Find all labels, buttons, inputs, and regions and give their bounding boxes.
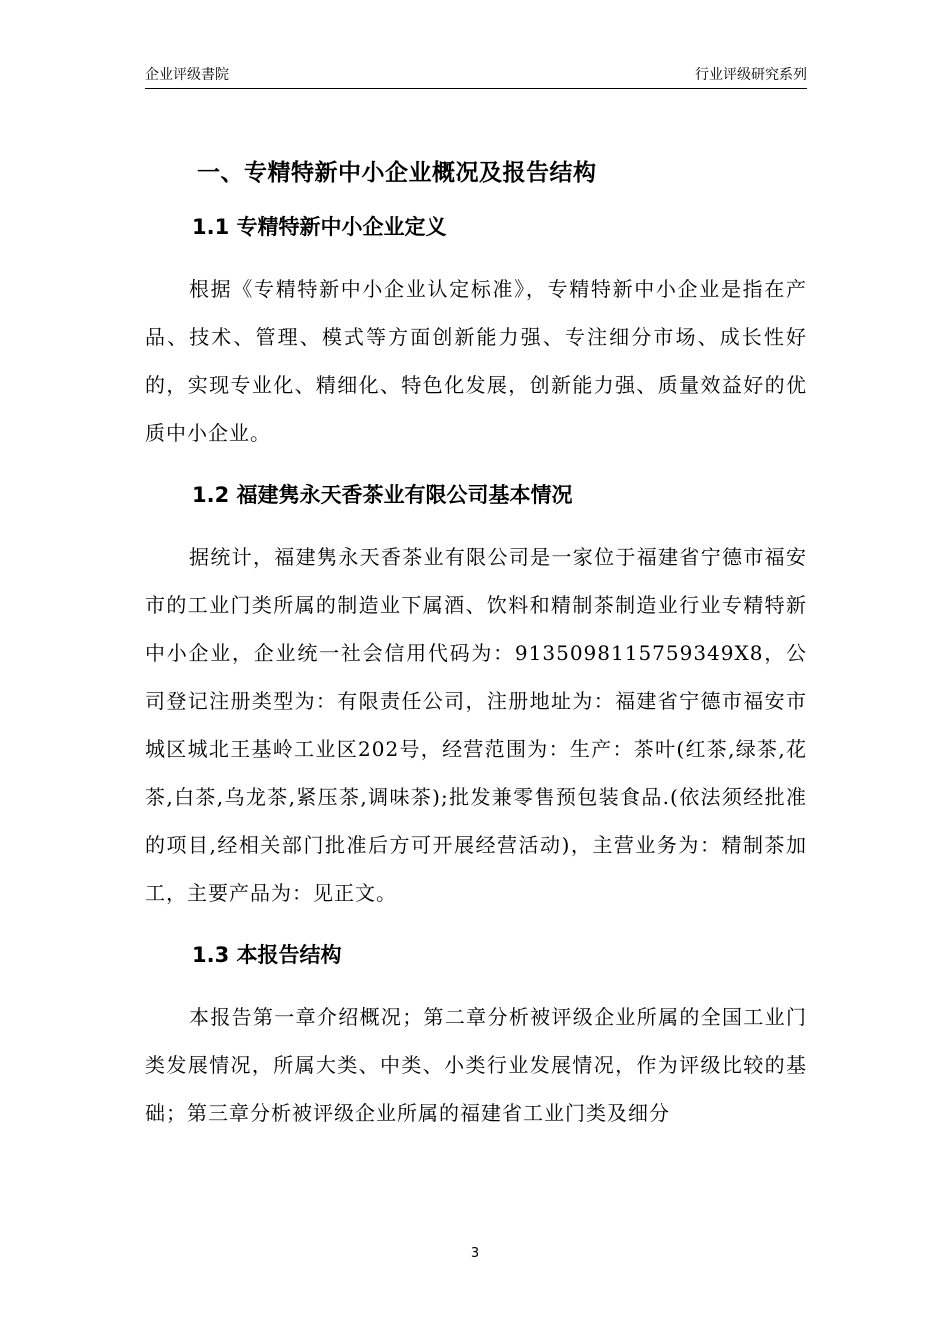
page-number: 3	[470, 1246, 480, 1261]
header-left-text: 企业评级書院	[145, 67, 229, 83]
chapter-title: 一、专精特新中小企业概况及报告结构	[197, 160, 597, 186]
section-body-1-3: 本报告第一章介绍概况；第二章分析被评级企业所属的全国工业门类发展情况，所属大类、中类、小类行业发展情况，作为评级比较的基础；第三章分析被评级企业所属的福建省工业门类及细分	[145, 1005, 807, 1125]
document-body	[145, 140, 807, 1137]
header-right-text: 行业评级研究系列	[695, 67, 807, 83]
section-title-1-1: 1.1 专精特新中小企业定义	[192, 215, 447, 239]
section-body-1-2: 据统计，福建隽永天香茶业有限公司是一家位于福建省宁德市福安市的工业门类所属的制造业下属酒、饮料和精制茶制造业行业专精特新中小企业，企业统一社会信用代码为：9135098115759349X8，公司登记注册类型为：有限责任公司，注册地址为：福建省宁德市福安市城区城北王基岭工业区202号，经营范围为：生产：茶叶(红茶,绿茶,花茶,白茶,乌龙茶,紧压茶,调味茶);批发兼零售预包装食品.(依法须经批准的项目,经相关部门批准后方可开展经营活动)，主营业务为：精制茶加工，主要产品为：见正文。	[145, 545, 807, 905]
section-title-1-3: 1.3 本报告结构	[192, 943, 342, 967]
section-title-1-2: 1.2 福建隽永天香茶业有限公司基本情况	[192, 483, 573, 507]
page-header	[145, 60, 807, 89]
section-body-1-1: 根据《专精特新中小企业认定标准》，专精特新中小企业是指在产品、技术、管理、模式等方面创新能力强、专注细分市场、成长性好的，实现专业化、精细化、特色化发展，创新能力强、质量效益好的优质中小企业。	[145, 277, 807, 445]
